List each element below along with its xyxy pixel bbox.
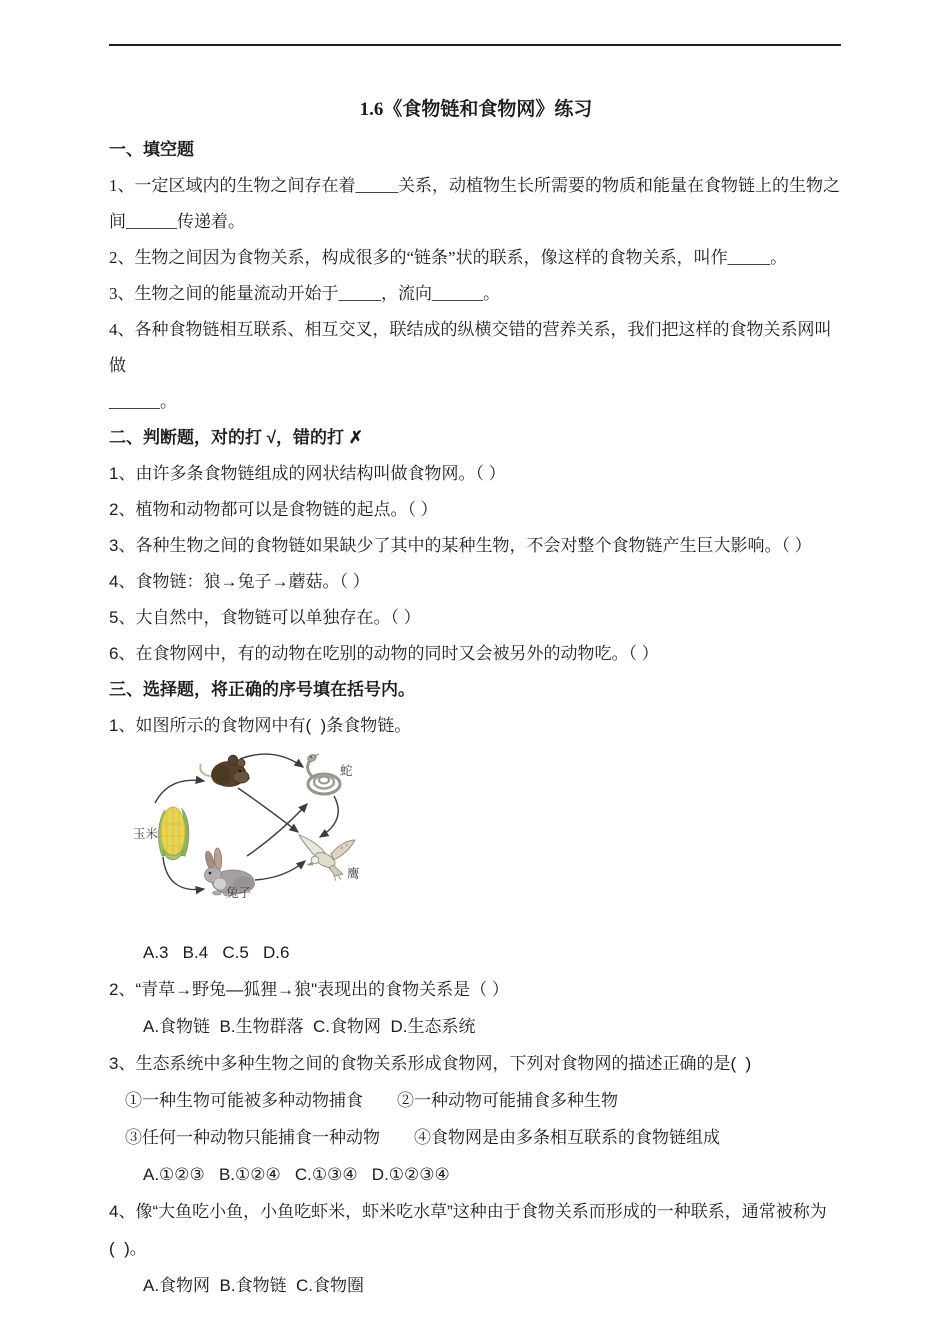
fill-q1-line2: 间______传递着。 bbox=[109, 212, 245, 231]
fill-q2: 2、生物之间因为食物关系，构成很多的“链条”状的联系，像这样的食物关系，叫作_____。 bbox=[109, 248, 788, 267]
section-heading-judge: 二、判断题，对的打 √，错的打 ✗ bbox=[109, 428, 364, 447]
choice-q1-text: 1、如图所示的食物网中有( )条食物链。 bbox=[109, 716, 412, 735]
worksheet-page bbox=[109, 90, 843, 1304]
food-web-diagram bbox=[109, 744, 843, 934]
choice-q4-line2: ( )。 bbox=[109, 1239, 147, 1258]
choice-q1-options: A.3 B.4 C.5 D.6 bbox=[143, 943, 290, 962]
fill-q4-line1: 4、各种食物链相互联系、相互交叉，联结成的纵横交错的营养关系，我们把这样的食物关系网叫做 bbox=[109, 320, 832, 375]
rabbit-label: 兔子 bbox=[226, 886, 252, 900]
judge-q1: 1、由许多条食物链组成的网状结构叫做食物网。（ ） bbox=[109, 464, 506, 483]
fill-q3: 3、生物之间的能量流动开始于_____，流向______。 bbox=[109, 284, 500, 303]
section-heading-choice: 三、选择题，将正确的序号填在括号内。 bbox=[109, 680, 415, 699]
arrow-rabbit-to-snake bbox=[247, 804, 307, 856]
choice-q2-options: A.食物链 B.生物群落 C.食物网 D.生态系统 bbox=[143, 1017, 476, 1036]
arrow-corn-to-mouse bbox=[155, 780, 204, 803]
choice-q4-options: A.食物网 B.食物链 C.食物圈 bbox=[143, 1276, 365, 1295]
page-title: 1.6《食物链和食物网》练习 bbox=[359, 99, 593, 120]
corn-image bbox=[158, 807, 188, 860]
choice-q3-text: 3、生态系统中多种生物之间的食物关系形成食物网，下列对食物网的描述正确的是( ) bbox=[109, 1054, 752, 1073]
arrow-rabbit-to-eagle bbox=[255, 861, 305, 880]
section-heading-fill: 一、填空题 bbox=[109, 140, 194, 159]
fill-q4-line2: ______。 bbox=[109, 392, 177, 411]
arrow-mouse-to-eagle bbox=[238, 788, 298, 832]
eagle-label: 鹰 bbox=[347, 867, 360, 881]
fill-q1-line1: 1、一定区域内的生物之间存在着_____关系，动植物生长所需要的物质和能量在食物链上的生物之 bbox=[109, 176, 840, 195]
choice-q4-line1: 4、像“大鱼吃小鱼，小鱼吃虾米，虾米吃水草”这种由于食物关系而形成的一种联系，通常被称为 bbox=[109, 1202, 827, 1221]
arrow-snake-to-eagle bbox=[320, 796, 338, 837]
choice-q3-options: A.①②③ B.①②④ C.①③④ D.①②③④ bbox=[143, 1165, 450, 1184]
mouse-image bbox=[200, 755, 249, 786]
header-rule bbox=[109, 44, 841, 46]
judge-q6: 6、在食物网中，有的动物在吃别的动物的同时又会被另外的动物吃。（ ） bbox=[109, 644, 659, 663]
judge-q5: 5、大自然中，食物链可以单独存在。（ ） bbox=[109, 608, 421, 627]
choice-q3-statements-1: ①一种生物可能被多种动物捕食 ②一种动物可能捕食多种生物 bbox=[125, 1091, 618, 1110]
corn-label: 玉米 bbox=[133, 827, 159, 841]
choice-q3-statements-2: ③任何一种动物只能捕食一种动物 ④食物网是由多条相互联系的食物链组成 bbox=[125, 1128, 720, 1147]
judge-q3: 3、各种生物之间的食物链如果缺少了其中的某种生物，不会对整个食物链产生巨大影响。（ ） bbox=[109, 536, 812, 555]
choice-q2-text: 2、“青草→野兔—狐狸→狼"表现出的食物关系是（ ） bbox=[109, 980, 509, 999]
snake-label: 蛇 bbox=[340, 764, 353, 778]
judge-q4: 4、食物链：狼→兔子→蘑菇。（ ） bbox=[109, 572, 370, 591]
arrow-mouse-to-snake bbox=[240, 754, 303, 767]
judge-q2: 2、植物和动物都可以是食物链的起点。（ ） bbox=[109, 500, 438, 519]
snake-image bbox=[307, 753, 340, 794]
food-web-svg bbox=[109, 744, 479, 934]
arrow-corn-to-rabbit bbox=[163, 857, 204, 890]
